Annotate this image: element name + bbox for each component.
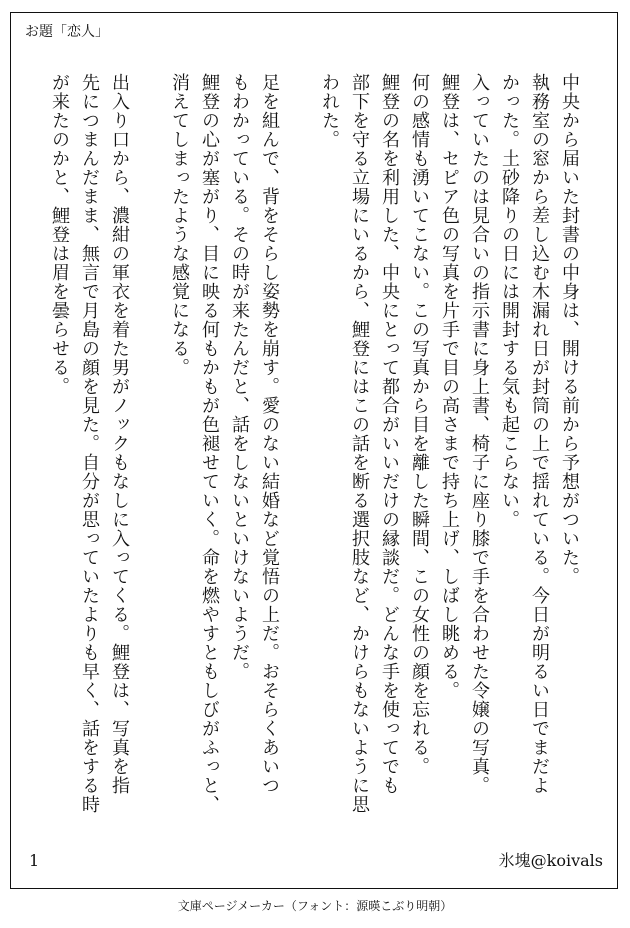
text-line-4: 入っていたのは見合いの指示書に身上書、椅子に座り膝で手を合わせた令嬢の写真。 [469,73,490,795]
text-line-14: 出入り口から、濃紺の軍衣を着た男がノックもなしに入ってくる。鯉登は、写真を指 [109,73,130,795]
page-title: お題「恋人」 [25,24,109,40]
text-line-1: 中央から届いた封書の中身は、開ける前から予想がついた。 [559,73,580,586]
text-line-9: われた。 [319,73,340,149]
blank-line-1 [284,73,314,843]
page-frame [10,12,618,889]
text-line-10: 足を組んで、背をそらし姿勢を崩す。愛のない結婚など覚悟の上だ。おそらくあいつ [259,73,280,795]
text-line-6: 何の感情も湧いてこない。この写真から目を離した瞬間、この女性の顔を忘れる。 [409,73,430,776]
text-line-16: が来たのかと、鯉登は眉を曇らせる。 [49,73,70,396]
text-line-15: 先につまんだまま、無言で月島の顔を見た。自分が思っていたよりも早く、話をする時 [79,73,100,814]
text-line-8: 部下を守る立場にいるから、鯉登にはこの話を断る選択肢など、かけらもないように思 [349,73,370,814]
vertical-body-text [44,73,584,843]
text-line-7: 鯉登の名を利用した、中央にとって都合がいいだけの縁談だ。どんな手を使ってでも [379,73,400,795]
page-number: 1 [29,851,40,870]
generator-caption: 文庫ページメーカー（フォント：源暎こぶり明朝） [177,899,453,913]
text-line-12: 鯉登の心が塞がり、目に映る何もかもが色褪せていく。命を燃やすともしびがふっと、 [199,73,220,814]
blank-line-2 [134,73,164,843]
text-line-11: もわかっている。その時が来たんだと、話をしないといけないようだ。 [229,73,250,681]
text-line-2: 執務室の窓から差し込む木漏れ日が封筒の上で揺れている。今日が明るい日でまだよ [529,73,550,795]
text-line-3: かった。土砂降りの日には開封する気も起こらない。 [499,73,520,529]
author-name: 氷塊@koivals [498,851,603,870]
text-line-13: 消えてしまったような感覚になる。 [169,73,190,377]
text-line-5: 鯉登は、セピア色の写真を片手で目の高さまで持ち上げ、しばし眺める。 [439,73,460,700]
